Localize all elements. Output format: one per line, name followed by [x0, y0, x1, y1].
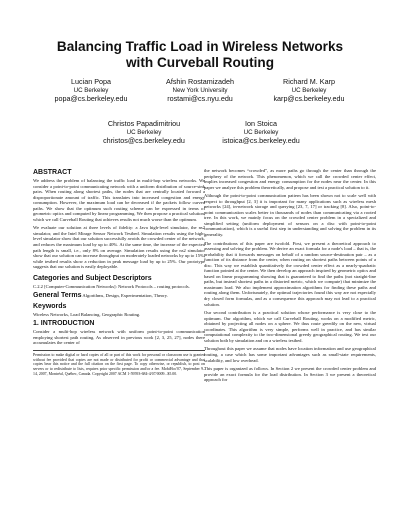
abstract-paragraph: We address the problem of balancing the traffic load in multi-hop wireless networks. We consider a point-to-point communicating network with a uniform distribution of source-sink pairs. When routing along shortest paths, the nodes that are centrally located forward a disproportionate amount of traffic. This translates into increased congestion and energy consumption. However, the maximum load can be decreased if the packets follow curved paths. We show that the optimum such routing scheme can be expressed in terms of geometric optics and computed by linear programming. We then propose a practical solution, which we call Curveball Routing that achieves results not much worse than the optimum. [33, 178, 205, 222]
author-5 [196, 120, 326, 146]
author-4 [79, 120, 209, 146]
right-column [204, 168, 376, 386]
author-name: Lucian Popa [71, 77, 111, 86]
body-paragraph: The contributions of this paper are twofold. First, we present a theoretical approach to assessing and solving the problem. We derive an exact formula for a node's load – that is, the probability that it forwards messages on behalf of a random source-destination pair – as a function of its distance from the center, when routing on shortest paths between points of a disc. This way we establish quantitatively the crowded center effect as a nearly-quadratic function pointed at the center. We then develop an approach inspired by geometric optics and based on linear programming showing that is guaranteed to find the paths (not straight-line paths, but instead shortest paths in a distorted metric, which we compute) that minimize the maximum load. We also implement approximation algorithms for finding these paths and routing along them. Unfortunately, the optimal trajectories found this way are not especially dry closed form formulas, and as a consequence this approach may not lead to a practical solution. [204, 240, 376, 307]
author-name: Afshin Rostamizadeh [166, 77, 234, 86]
paper-title [0, 39, 400, 71]
intro-paragraph: Consider a multi-hop wireless network with uniform point-to-point communication employing shortest path routing. As observed in previous work [2, 3, 25, 27], nodes there accumulates the center of [33, 329, 205, 346]
author-affiliation: UC Berkeley [291, 86, 327, 94]
categories-text: C.2.2 [Computer-Communication Networks]: Network Protocols – routing protocols. [33, 283, 190, 289]
title-line-1: Balancing Traffic Load in Wireless Networks [56, 39, 344, 54]
copyright-footnote: Permission to make digital or hard copies of all or part of this work for personal or classroom use is granted without fee provided that copies are not made or distributed for profit or commercial advantage and that copies bear this notice and the full citation on the first page. To copy otherwise, or republish, to post on servers or to redistribute to lists, requires prior specific permission and/or a fee. MobiHoc'07, September 9–14, 2007, Montréal, Québec, Canada. Copyright 2007 ACM 1-59593-684-4/07/0009...$5.00. [33, 350, 205, 377]
author-name: Ion Stoica [245, 119, 277, 128]
body-paragraph: Throughout this paper we assume that nodes have location information and use geographical routing, a case which has some important advantages such as small-state requirements, scalability, and low overhead. [204, 346, 376, 363]
body-paragraph: Our second contribution is a practical solution whose performance is very close to the optimum. Our algorithm, which we call Curveball Routing, works on a modified metric, obtained by projecting all nodes on a sphere. We thus route greedily on the new, virtual coordinates. This algorithm is very simple, performs well in practice, and has similar computational complexity to the two-dimensional greedy geographical routing. We test our solution both by simulation and on a wireless testbed. [204, 310, 376, 343]
author-name: Christos Papadimitriou [107, 119, 181, 128]
author-3 [244, 78, 374, 104]
author-affiliation: UC Berkeley [243, 128, 279, 136]
body-paragraph: This paper is organized as follows. In Section 2 we present the crowded center problem and provide an exact formula for the load distribution. In Section 3 we present a theoretical approach for [204, 366, 376, 383]
title-line-2: with Curveball Routing [125, 55, 275, 70]
author-affiliation: UC Berkeley [73, 86, 109, 94]
author-email: christos@cs.berkeley.edu [103, 136, 185, 146]
left-column [33, 169, 205, 377]
author-email: karp@cs.berkeley.edu [273, 94, 345, 104]
body-paragraph: Although the point-to-point communication pattern has been shown not to scale well with respect to throughput [2, 3] it is important for many applications such as wireless mesh networks [24], in-network storage and querying [23, 7, 17] or tracking [8]. Also, point-to-point communication scales better in thousands of nodes than communicating via a rooted tree. In this work, we mainly focus on the crowded center problem in a specialized and simplified setting (uniform deployment of sensors on a disc with point-to-point communication), which is a useful first step in understanding and solving the problem in its generality. [204, 193, 376, 238]
categories-heading: Categories and Subject Descriptors [33, 274, 152, 282]
author-affiliation: New York University [172, 86, 228, 94]
keywords-heading: Keywords [33, 302, 67, 310]
intro-heading: 1. INTRODUCTION [33, 320, 95, 328]
author-name: Richard M. Karp [283, 77, 335, 86]
abstract-paragraph: We evaluate our solution at three levels of fidelity: a Java high-level simulator, the ns2 simulator, and the Intel Mirage Sensor Network Testbed. Simulation results using the high-level simulator show that our solution successfully avoids the crowded center of the network, and reduces the maximum load by up to 40%. At the same time, the increase of the expected path length is small, i.e., only 8% on average. Simulation results using the ns2 simulator show that our solution can increase throughput on moderately loaded networks by up to 15%, while testbed results show a reduction in peak message load by up to 25%. Our prototype suggests that our solution is easily deployable. [33, 225, 205, 270]
author-email: istoica@cs.berkeley.edu [222, 136, 300, 146]
author-affiliation: UC Berkeley [126, 128, 162, 136]
body-paragraph: the network becomes “crowded”, as more paths go through the center than through the periphery of the network. This phenomenon, which we call the crowded center effect, implies increased congestion and energy consumption for the nodes near the center. In this paper we analyze this problem theoretically, and propose and test a practical solution to it. [204, 168, 376, 190]
general-terms-label: General Terms [33, 292, 82, 300]
general-terms-text: Algorithms, Design, Experimentation, Theory. [82, 293, 168, 299]
author-email: rostami@cs.nyu.edu [167, 94, 233, 104]
author-email: popa@cs.berkeley.edu [54, 94, 128, 104]
keywords-text: Wireless Networks, Load Balancing, Geographic Routing. [33, 311, 141, 317]
general-terms [33, 293, 205, 299]
abstract-heading: ABSTRACT [33, 169, 72, 176]
